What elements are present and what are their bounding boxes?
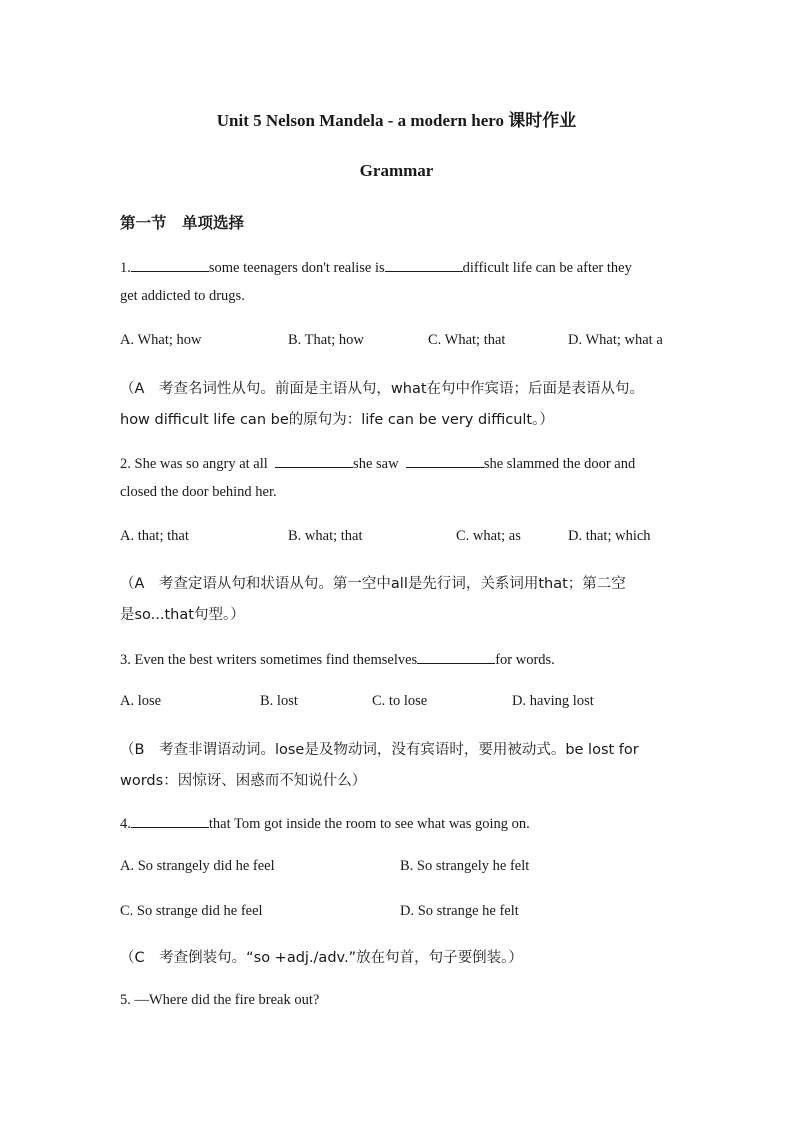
question-2-option-d: D. that; which: [568, 528, 651, 544]
answer-blank: [275, 453, 353, 468]
document-title: Unit 5 Nelson Mandela - a modern hero 课时作业: [216, 111, 577, 130]
question-1-number: 1.: [120, 260, 131, 276]
question-3-option-d: D. having lost: [512, 693, 594, 709]
question-4-option-d: D. So strange he felt: [400, 903, 519, 919]
question-2-answer-line-2: 是so...that句型。）: [120, 607, 245, 623]
question-4-option-c: C. So strange did he feel: [120, 903, 263, 919]
question-2-option-b: B. what; that: [288, 528, 363, 544]
answer-blank: [131, 813, 209, 828]
question-1-answer-line-1: （A 考查名词性从句。前面是主语从句，what在句中作宾语；后面是表语从句。: [120, 381, 645, 397]
question-5-line-1: 5. —Where did the fire break out?: [120, 992, 320, 1008]
question-4-answer-line-1: （C 考查倒装句。“so +adj./adv.”放在句首，句子要倒装。）: [120, 950, 523, 966]
question-4-line-1: [120, 813, 530, 833]
question-2-line-1: [120, 453, 635, 473]
question-2-text-a: 2. She was so angry at all: [120, 456, 268, 472]
question-2-option-c: C. what; as: [456, 528, 521, 544]
answer-blank: [417, 649, 495, 664]
question-4-option-a: A. So strangely did he feel: [120, 858, 275, 874]
question-1-line-2: get addicted to drugs.: [120, 288, 245, 304]
question-2-answer-line-1: （A 考查定语从句和状语从句。第一空中all是先行词，关系词用that；第二空: [120, 576, 626, 592]
question-3-option-c: C. to lose: [372, 693, 428, 709]
question-3-answer-line-1: （B 考查非谓语动词。lose是及物动词，没有宾语时，要用被动式。be lost for: [120, 742, 639, 758]
question-1-text-b: difficult life can be after they: [462, 260, 632, 276]
question-2-text-c: she slammed the door and: [483, 456, 636, 472]
question-1-answer-line-2: how difficult life can be的原句为：life can be very difficult。）: [120, 412, 554, 428]
question-4-text-a: that Tom got inside the room to see what was going on.: [208, 816, 530, 832]
answer-blank: [385, 257, 463, 272]
question-1-line-1: [120, 257, 632, 277]
answer-blank: [406, 453, 484, 468]
question-1-option-b: B. That; how: [288, 332, 364, 348]
section-heading: 第一节 单项选择: [120, 214, 245, 232]
question-3-option-a: A. lose: [120, 693, 162, 709]
question-3-text-b: for words.: [495, 652, 555, 668]
question-1-text-a: some teenagers don't realise is: [208, 260, 385, 276]
document-subtitle: Grammar: [359, 161, 434, 180]
question-3-option-b: B. lost: [260, 693, 298, 709]
question-1-option-a: A. What; how: [120, 332, 202, 348]
question-4-number: 4.: [120, 816, 131, 832]
question-3-line-1: [120, 649, 555, 669]
question-1-option-c: C. What; that: [428, 332, 506, 348]
question-4-option-b: B. So strangely he felt: [400, 858, 530, 874]
question-3-answer-line-2: words：因惊讶、困惑而不知说什么）: [120, 773, 367, 789]
answer-blank: [131, 257, 209, 272]
question-2-text-b: she saw: [353, 456, 399, 472]
question-2-option-a: A. that; that: [120, 528, 189, 544]
question-1-option-d: D. What; what a: [568, 332, 663, 348]
question-3-text-a: 3. Even the best writers sometimes find themselves: [120, 652, 418, 668]
question-2-line-2: closed the door behind her.: [120, 484, 277, 500]
